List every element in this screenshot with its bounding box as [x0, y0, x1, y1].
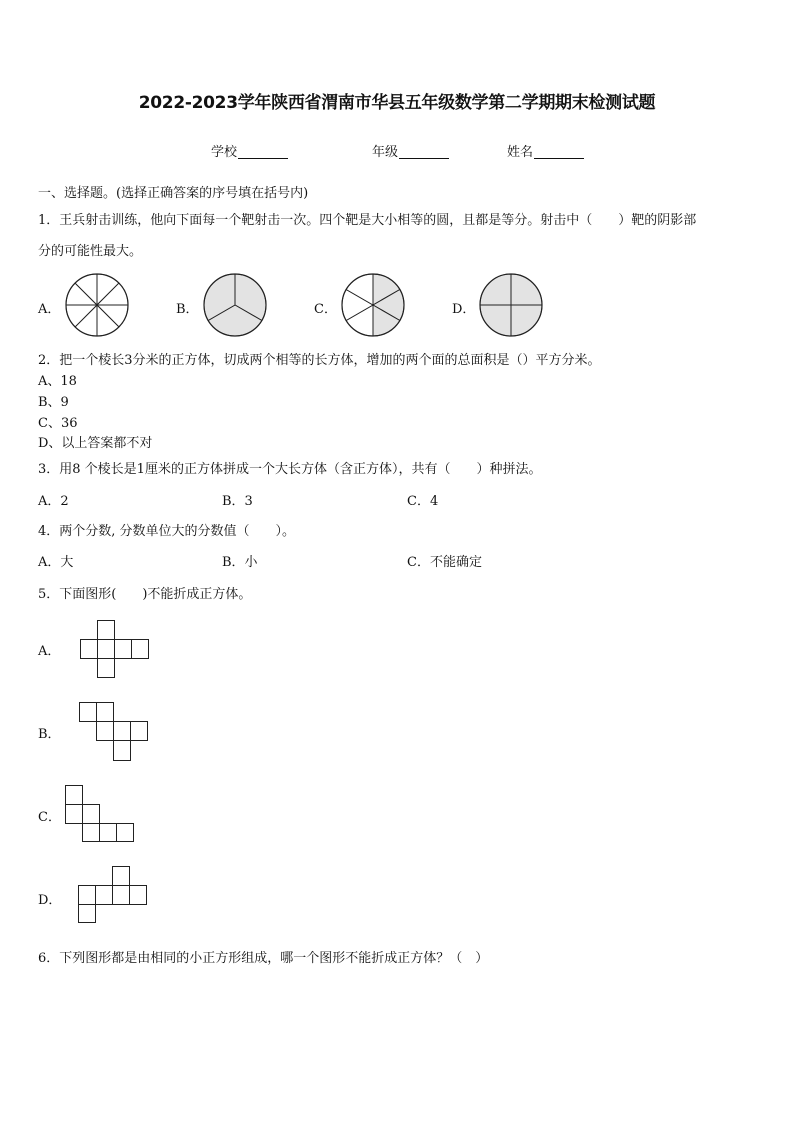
- q3-stem: 3．用8 个棱长是1厘米的正方体拼成一个大长方体（含正方体），共有（ ）种拼法。: [38, 462, 542, 477]
- q3-option-c[interactable]: C．4: [407, 494, 439, 509]
- q5-net-d: [78, 866, 150, 924]
- q5-stem: 5．下面图形( )不能折成正方体。: [38, 587, 252, 602]
- school-label: 学校: [211, 145, 238, 160]
- grade-blank[interactable]: [399, 144, 449, 159]
- q5-net-b: [79, 702, 151, 762]
- section-heading: 一、选择题。(选择正确答案的序号填在括号内): [38, 186, 309, 201]
- q4-stem: 4．两个分数, 分数单位大的分数值（ ）。: [38, 524, 296, 539]
- school-field[interactable]: [211, 141, 288, 160]
- q1-option-b-label[interactable]: B．: [176, 302, 199, 317]
- q3-option-b[interactable]: B．3: [222, 494, 253, 509]
- q6-stem: 6．下列图形都是由相同的小正方形组成，哪一个图形不能折成正方体？（ ）: [38, 951, 489, 966]
- q5-option-c-label[interactable]: C．: [38, 810, 61, 825]
- q5-net-a: [80, 620, 152, 678]
- q1-stem-line1: 1．王兵射击训练，他向下面每一个靶射击一次。四个靶是大小相等的圆，且都是等分。射击中（ ）靶的阴影部: [38, 213, 697, 228]
- q2-option-c[interactable]: C、36: [38, 416, 78, 431]
- q1-pie-d: [479, 273, 543, 337]
- school-blank[interactable]: [238, 144, 288, 159]
- q1-pie-c: [341, 273, 405, 337]
- q1-option-a-label[interactable]: A．: [38, 302, 61, 317]
- q5-option-b-label[interactable]: B．: [38, 727, 61, 742]
- q4-option-b[interactable]: B．小: [222, 555, 258, 570]
- name-field[interactable]: [507, 141, 584, 160]
- q4-option-c[interactable]: C．不能确定: [407, 555, 482, 570]
- q1-option-d-label[interactable]: D．: [452, 302, 476, 317]
- q1-option-c-label[interactable]: C．: [314, 302, 337, 317]
- q1-stem-line2: 分的可能性最大。: [38, 244, 143, 259]
- q1-pie-b: [203, 273, 267, 337]
- grade-field[interactable]: [372, 141, 449, 160]
- q2-option-a[interactable]: A、18: [38, 374, 77, 389]
- q4-option-a[interactable]: A．大: [38, 555, 74, 570]
- q5-option-d-label[interactable]: D．: [38, 893, 62, 908]
- page-title: 2022-2023学年陕西省渭南市华县五年级数学第二学期期末检测试题: [138, 93, 656, 113]
- grade-label: 年级: [372, 145, 399, 160]
- q2-stem: 2．把一个棱长3分米的正方体，切成两个相等的长方体，增加的两个面的总面积是（）平方分米。: [38, 353, 601, 368]
- q5-option-a-label[interactable]: A．: [38, 644, 61, 659]
- q3-option-a[interactable]: A．2: [38, 494, 69, 509]
- q5-net-c: [65, 785, 137, 843]
- name-blank[interactable]: [534, 144, 584, 159]
- name-label: 姓名: [507, 145, 534, 160]
- q2-option-d[interactable]: D、以上答案都不对: [38, 436, 153, 451]
- q2-option-b[interactable]: B、9: [38, 395, 69, 410]
- q1-pie-a: [65, 273, 129, 337]
